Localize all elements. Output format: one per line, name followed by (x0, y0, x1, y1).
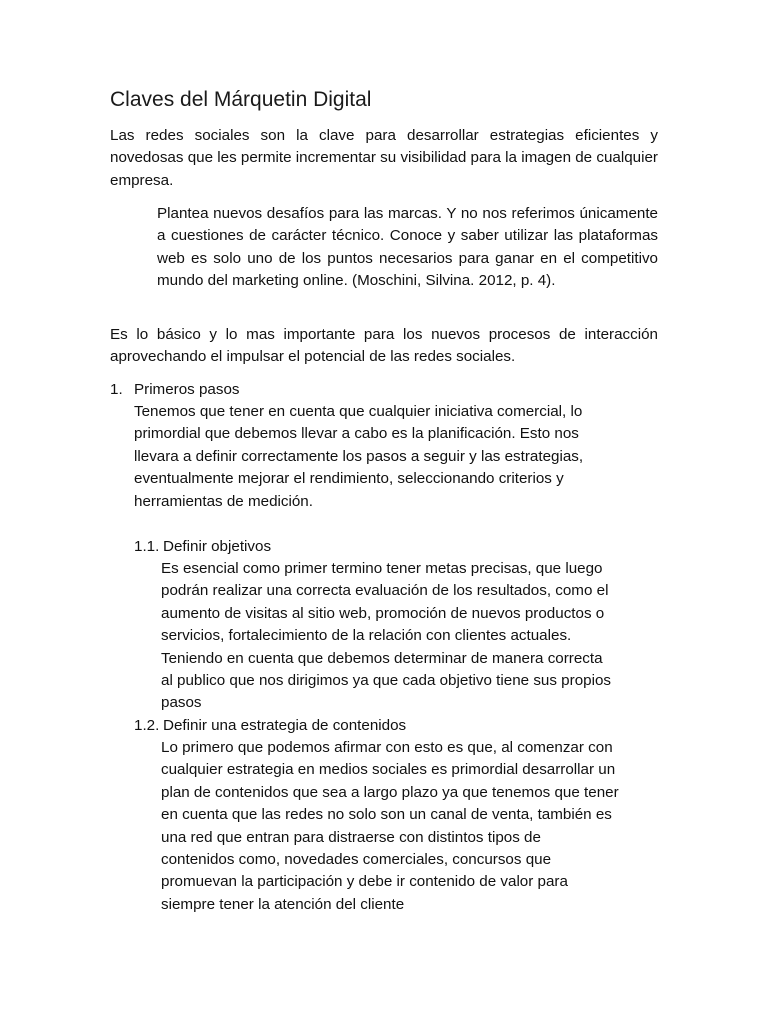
section-1-1-line: Es esencial como primer termino tener metas precisas, que luego (161, 560, 603, 577)
section-1-2-line: siempre tener la atención del cliente (161, 895, 405, 913)
section-1-1-heading: Definir objetivos (163, 538, 272, 555)
section-1-2-line: Lo primero que podemos afirmar con esto es que, al comenzar con (161, 739, 613, 756)
section-1-line: primordial que debemos llevar a cabo es la planificación. Esto nos (134, 425, 579, 443)
section-1-line: herramientas de medición. (134, 492, 313, 510)
intro-paragraph: Las redes sociales son la clave para desarrollar estrategias eficientes y novedosas que les permite incrementar su visibilidad para la imagen de cualquier empresa. (110, 127, 658, 189)
section-1-body (134, 401, 634, 513)
section-1-2-heading: Definir una estrategia de contenidos (163, 717, 407, 734)
section-1-1-line: al publico que nos dirigimos ya que cada objetivo tiene sus propios (161, 672, 611, 690)
section-1-2-body (161, 737, 661, 916)
section-1-number: 1. (110, 381, 123, 398)
section-1-1-line: podrán realizar una correcta evaluación de los resultados, como el (161, 582, 609, 600)
section-1-1-body (161, 558, 661, 715)
section-1-1-number: 1.1. (134, 538, 160, 555)
section-1-1-line: pasos (161, 694, 202, 712)
section-1-2-line: en cuenta que las redes no solo son un canal de venta, también es (161, 806, 612, 824)
block-quote: Plantea nuevos desafíos para las marcas. Y no nos referimos únicamente a cuestiones de carácter técnico. Conoce y saber utilizar las plataformas web es solo uno de los puntos necesarios para ganar en el competitivo mundo del marketing online. (Moschini, Silvina. 2012, p. 4). (157, 205, 658, 290)
section-1-2-line: plan de contenidos que sea a largo plazo ya que tenemos que tener (161, 783, 619, 801)
section-1-1-line: Teniendo en cuenta que debemos determinar de manera correcta (161, 649, 603, 667)
section-1-line: Tenemos que tener en cuenta que cualquier iniciativa comercial, lo (134, 403, 583, 420)
second-paragraph: Es lo básico y lo mas importante para los nuevos procesos de interacción aprovechando el impulsar el potencial de las redes sociales. (110, 326, 658, 366)
section-1-2-line: promuevan la participación y debe ir contenido de valor para (161, 873, 568, 891)
section-1-heading: Primeros pasos (134, 381, 240, 398)
section-1-2-line: una red que entran para distraerse con distintos tipos de (161, 828, 541, 846)
section-1-line: llevara a definir correctamente los pasos a seguir y las estrategias, (134, 447, 584, 465)
section-1-2-line: cualquier estrategia en medios sociales es primordial desarrollar un (161, 761, 616, 779)
section-1-2-line: contenidos como, novedades comerciales, concursos que (161, 851, 552, 869)
section-1-1-line: servicios, fortalecimiento de la relación con clientes actuales. (161, 627, 572, 645)
section-1-2-number: 1.2. (134, 717, 160, 734)
section-1-line: eventualmente mejorar el rendimiento, seleccionando criterios y (134, 470, 564, 488)
section-1-1-line: aumento de visitas al sitio web, promoción de nuevos productos o (161, 604, 605, 622)
document-title: Claves del Márquetin Digital (110, 88, 372, 111)
